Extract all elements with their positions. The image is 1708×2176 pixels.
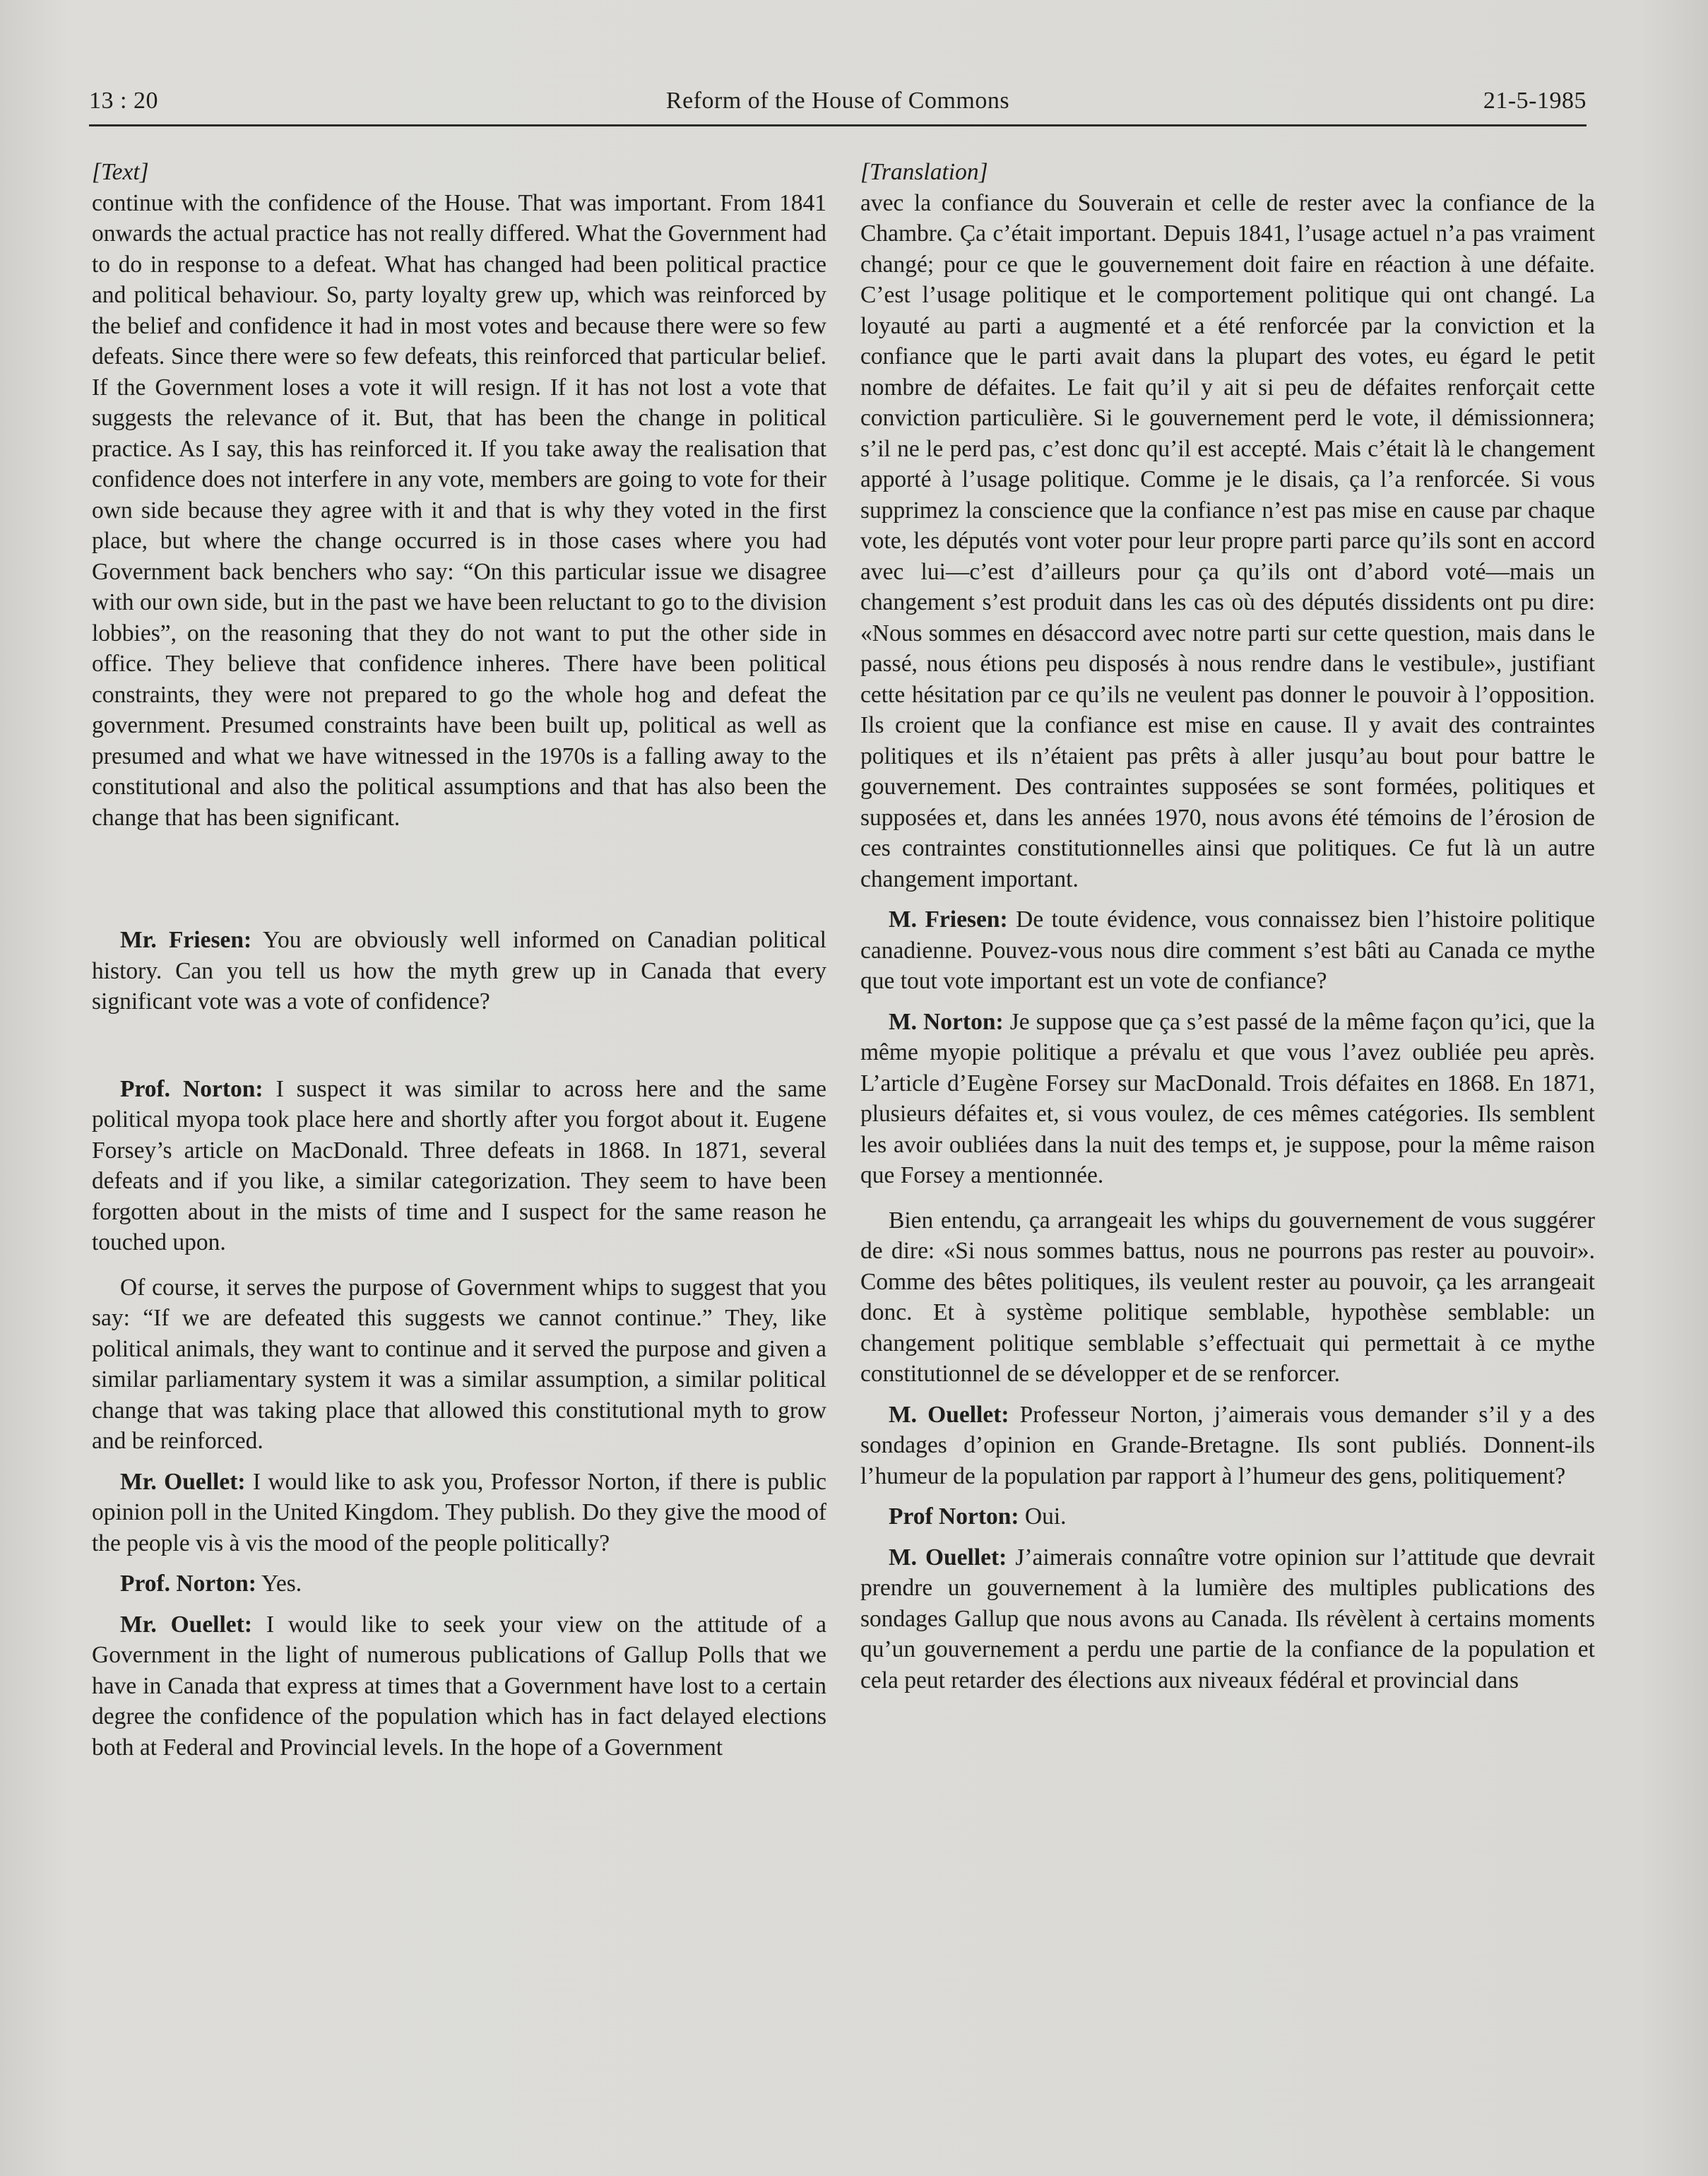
speech-text: Oui. xyxy=(1019,1503,1067,1530)
speech-text: Yes. xyxy=(256,1571,302,1597)
speech-friesen xyxy=(92,925,826,1017)
speaker-name: Mr. Ouellet: xyxy=(120,1611,252,1638)
speech-text: De toute évidence, vous connaissez bien l’histoire politique canadienne. Pouvez-vous nous dire comment s’est bâti au Canada ce mythe que tout vote important est un vote de confiance? xyxy=(860,906,1595,994)
document-date: 21-5-1985 xyxy=(1483,88,1587,114)
section-label-text: [Text] xyxy=(92,159,149,185)
speaker-name: M. Friesen: xyxy=(889,906,1008,933)
speech-text: I would like to ask you, Professor Norton, if there is public opinion poll in the United Kingdom. They publish. Do they give the mood of the people vis à vis the mood of the people politically? xyxy=(92,1468,826,1556)
paragraph: Bien entendu, ça arrangeait les whips du gouvernement de vous suggérer de dire: «Si nous sommes battus, nous ne pourrons pas rester au pouvoir». Comme des bêtes politiques, ils veulent rester au pouvoir, ça les arrangeait donc. Et à système politique semblable, hypothèse semblable: un changement politique semblable s’effectuait qui permettait à ce mythe constitutionnel de se développer et de se renforcer. xyxy=(860,1207,1595,1387)
speaker-name: M. Ouellet: xyxy=(889,1401,1009,1428)
speech-text: J’aimerais connaître votre opinion sur l’attitude que devrait prendre un gouvernement à la lumière des multiples publications des sondages Gallup que nous avons au Canada. Ils révèlent à certains moments qu’un gouvernement a perdu une partie de la confiance de la population et cela peut retarder des élections aux niveaux fédéral et provincial dans xyxy=(860,1544,1595,1693)
paragraph: avec la confiance du Souverain et celle de rester avec la confiance de la Chambre. Ça c’était important. Depuis 1841, l’usage actuel n’a pas vraiment changé; pour ce que le gouvernement doit faire en réaction à une défaite. C’est l’usage politique et le comportement politique qui ont changé. La loyauté au parti a augmenté et a été renforcée par la conviction et la confiance que le parti avait dans la plupart des votes, eu égard le petit nombre de défaites. Le fait qu’il y ait si peu de défaites renforçait cette conviction particulière. Si le gouvernement perd le vote, il démissionnera; s’il ne le perd pas, c’est donc qu’il est accepté. Mais c’était là le changement apporté à l’usage politique. Comme je le disais, ça l’a renforcée. Si vous supprimez la conscience que la confiance n’est pas mise en cause par chaque vote, les députés vont voter pour leur propre parti parce qu’ils sont en accord avec lui—c’est d’ailleurs pour ça qu’ils ont d’abord voté—mais un changement s’est produit dans les cas où des députés dissidents ont pu dire: «Nous sommes en désaccord avec notre parti sur cette question, mais dans le passé, nous étions peu disposés à nous rendre dans le vestibule», justifiant cette hésitation par ce qu’ils ne veulent pas donner le pouvoir à l’opposition. Ils croient que la confiance est mise en cause. Il y avait des contraintes politiques et ils n’étaient pas prêts à aller jusqu’au bout pour battre le gouvernement. Des contraintes supposées se sont formées, politiques et supposées et, dans les années 1970, nous avons été témoins de l’érosion de ces contraintes constitutionnelles ainsi que politiques. Ce fut là un autre changement important. xyxy=(860,189,1595,892)
speaker-name: Prof. Norton: xyxy=(120,1571,256,1597)
speech-text: You are obviously well informed on Canadian political history. Can you tell us how the myth grew up in Canada that every significant vote was a vote of confidence? xyxy=(92,927,826,1015)
speaker-name: M. Norton: xyxy=(889,1008,1004,1035)
speech-text: Je suppose que ça s’est passé de la même façon qu’ici, que la même myopie politique a prévalu et que vous l’avez oubliée peu après. L’article d’Eugène Forsey sur MacDonald. Trois défaites en 1868. En 1871, plusieurs défaites et, si vous voulez, de ces mêmes catégories. Ils semblent les avoir oubliées dans la nuit des temps et, je suppose, pour la même raison que Forsey a mentionnée. xyxy=(860,1008,1595,1188)
speech-text: I would like to seek your view on the attitude of a Government in the light of numerous publications of Gallup Polls that we have in Canada that express at times that a Government have lost to a certain degree the confidence of the population which has in fact delayed elections both at Federal and Provincial levels. In the hope of a Government xyxy=(92,1611,826,1761)
speaker-name: Prof Norton: xyxy=(889,1503,1019,1530)
speaker-name: M. Ouellet: xyxy=(889,1544,1007,1571)
speech-norton xyxy=(92,1568,826,1600)
speaker-name: Mr. Friesen: xyxy=(120,927,252,953)
section-label-translation: [Translation] xyxy=(860,159,988,185)
speech-ouellet xyxy=(92,1467,826,1559)
paragraph: continue with the confidence of the House. That was important. From 1841 onwards the actual practice has not really differed. What the Government had to do in response to a defeat. What has changed had been political practice and political behaviour. So, party loyalty grew up, which was reinforced by the belief and confidence it had in most votes and because there were so few defeats. Since there were so few defeats, this reinforced that particular belief. If the Government loses a vote it will resign. If it has not lost a vote that suggests the relevance of it. But, that has been the change in political practice. As I say, this has reinforced it. If you take away the realisation that confidence does not interfere in any vote, members are going to vote for their own side because they agree with it and that is why they voted in the first place, but where the change occurred is in those cases where you had Government back benchers who say: “On this particular issue we disagree with our own side, but in the past we have been reluctant to go to the division lobbies”, on the reasoning that they do not want to put the other side in office. They believe that confidence inheres. There have been political constraints, they were not prepared to go the whole hog and defeat the government. Presumed constraints have been built up, political as well as presumed and what we have witnessed in the 1970s is a falling away to the constitutional and also the political assumptions and that has also been the change that has been significant. xyxy=(92,189,826,831)
page-number: 13 : 20 xyxy=(89,88,158,114)
speech-friesen xyxy=(860,904,1595,997)
speech-norton xyxy=(92,1074,826,1258)
speech-text: I suspect it was similar to across here and the same political myopa took place here and shortly after you forgot about it. Eugene Forsey’s article on MacDonald. Three defeats in 1868. In 1871, several defeats and if you like, a similar categorization. They seem to have been forgotten about in the mists of time and I suspect for the same reason he touched upon. xyxy=(92,1075,826,1255)
french-column xyxy=(860,157,1595,1696)
paragraph: Of course, it serves the purpose of Government whips to suggest that you say: “If we are defeated this suggests we cannot continue.” They, like political animals, they want to continue and it served the purpose and given a similar parliamentary system it was a similar assumption, a similar political change that was taking place that allowed this constitutional myth to grow and be reinforced. xyxy=(92,1274,826,1454)
speech-ouellet xyxy=(92,1609,826,1763)
speech-ouellet xyxy=(860,1542,1595,1696)
speaker-name: Mr. Ouellet: xyxy=(120,1468,246,1495)
english-column xyxy=(92,157,826,1763)
speech-norton xyxy=(860,1501,1595,1532)
document-title: Reform of the House of Commons xyxy=(665,88,1010,114)
speech-ouellet xyxy=(860,1400,1595,1492)
speech-text: Professeur Norton, j’aimerais vous demander s’il y a des sondages d’opinion en Grande-Bretagne. Ils sont publiés. Donnent-ils l’humeur de la population par rapport à l’humeur des gens, politiquement? xyxy=(860,1401,1595,1489)
speech-norton xyxy=(860,1007,1595,1191)
page-header xyxy=(89,85,1587,126)
speaker-name: Prof. Norton: xyxy=(120,1075,263,1102)
